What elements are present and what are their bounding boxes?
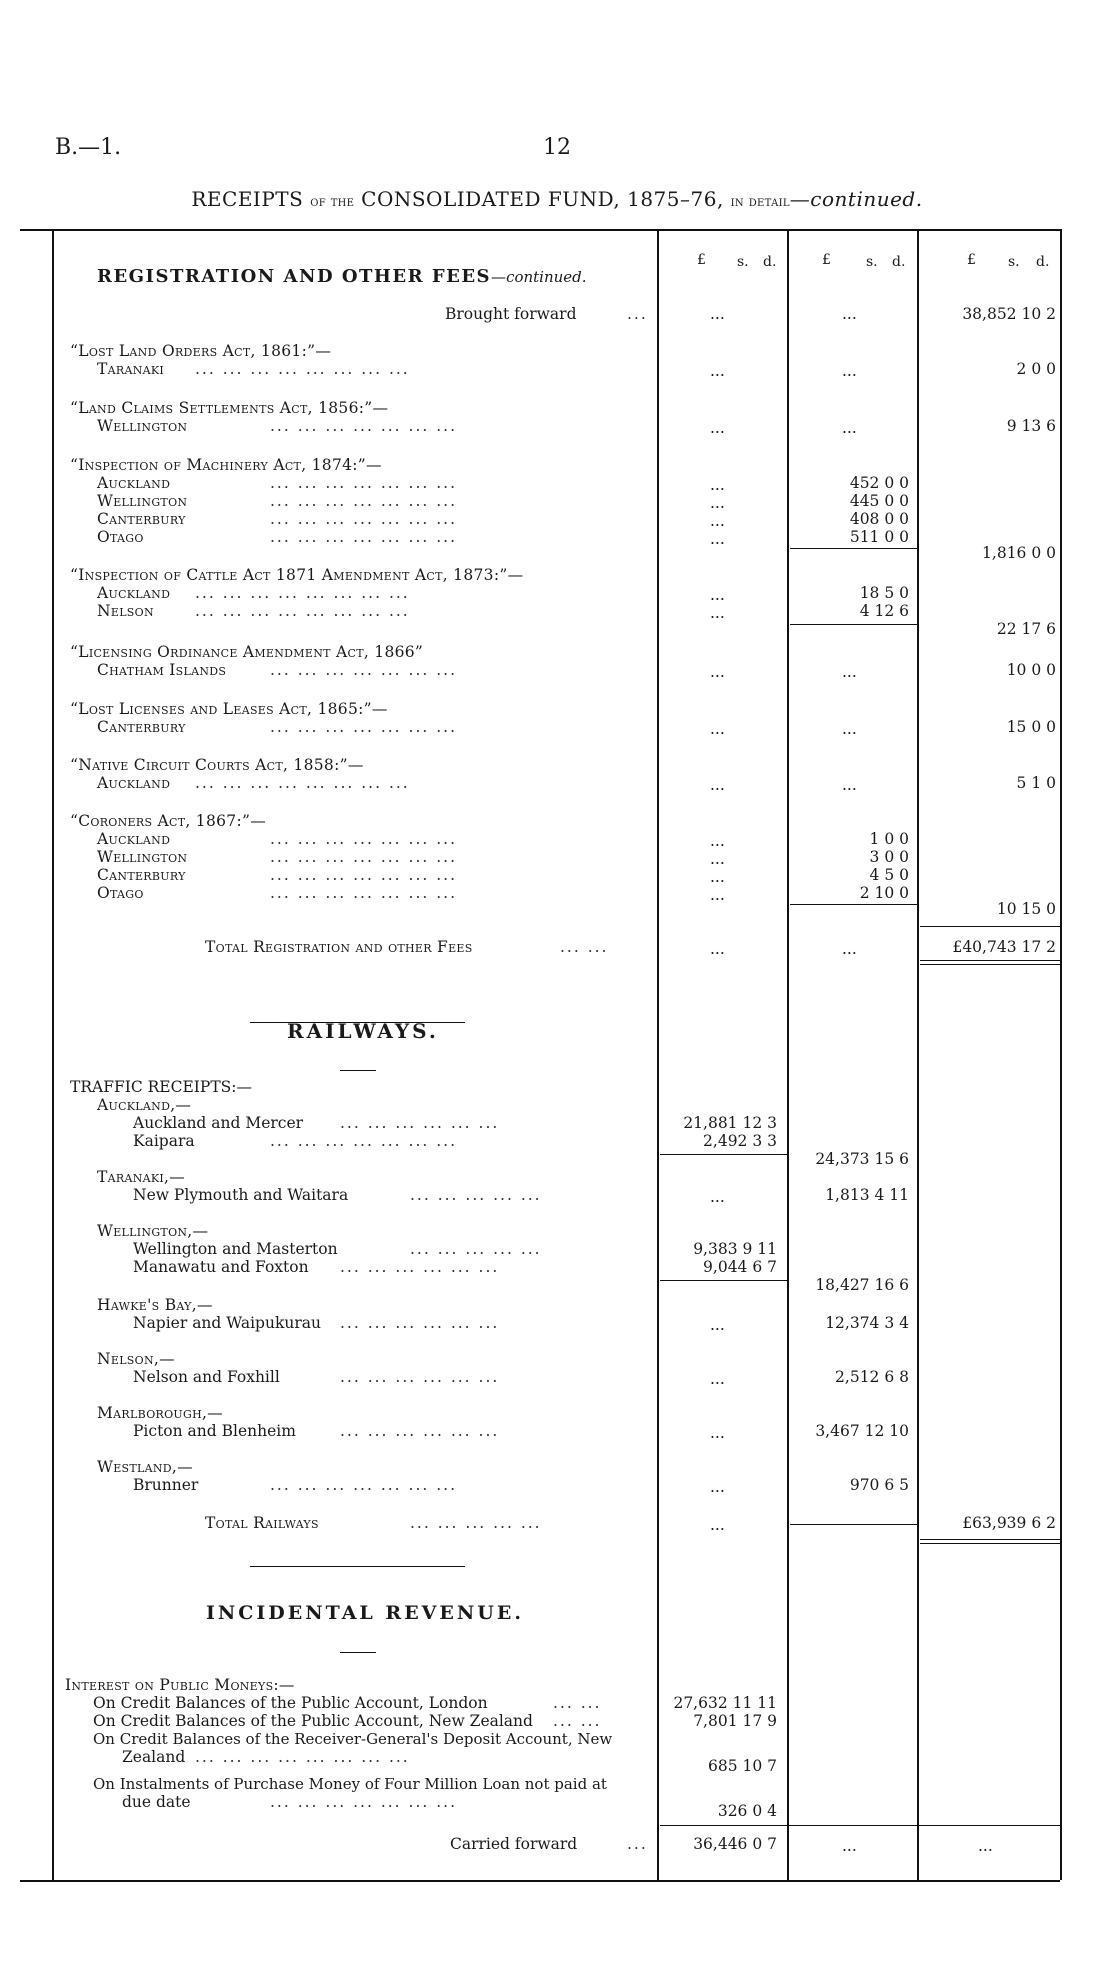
empty-cell: ... bbox=[710, 832, 725, 850]
col-s: s. bbox=[1008, 254, 1020, 270]
carried-forward-label: Carried forward bbox=[450, 1835, 578, 1853]
item-amount: 18 5 0 bbox=[859, 584, 909, 602]
act-title: “Inspection of Machinery Act, 1874:”— bbox=[70, 456, 382, 474]
interest-line: On Credit Balances of the Public Account, New Zealand bbox=[93, 1712, 533, 1730]
carried-forward-amount: 36,446 0 7 bbox=[693, 1835, 777, 1853]
empty-cell: ... bbox=[710, 1188, 725, 1206]
empty-cell: ... bbox=[710, 940, 725, 958]
col-pound: £ bbox=[822, 252, 831, 268]
region-subtotal: 3,467 12 10 bbox=[815, 1422, 909, 1440]
line-amount: 9,383 9 11 bbox=[693, 1240, 777, 1258]
interest-line: due date bbox=[122, 1793, 191, 1811]
empty-cell: ... bbox=[710, 494, 725, 512]
title-part: —continued. bbox=[789, 187, 923, 211]
line-name: Kaipara bbox=[133, 1132, 195, 1150]
title-part: of the bbox=[310, 194, 355, 210]
item-amount: 3 0 0 bbox=[869, 848, 909, 866]
place-label: Canterbury bbox=[97, 718, 186, 736]
leader-dots: ... ... bbox=[553, 1712, 602, 1730]
empty-cell: ... bbox=[710, 720, 725, 738]
col-d: d. bbox=[892, 254, 906, 270]
line-name: Brunner bbox=[133, 1476, 199, 1494]
leader-dots: ... ... ... ... ... ... ... bbox=[270, 1132, 458, 1150]
item-amount: 1 0 0 bbox=[869, 830, 909, 848]
leader-dots: ... ... ... ... ... ... ... bbox=[270, 718, 458, 736]
empty-cell: ... bbox=[710, 604, 725, 622]
empty-cell: ... bbox=[710, 850, 725, 868]
interest-amount: 7,801 17 9 bbox=[693, 1712, 777, 1730]
heading-underline bbox=[340, 1070, 376, 1071]
region-label: Wellington,— bbox=[97, 1222, 209, 1240]
line-name: New Plymouth and Waitara bbox=[133, 1186, 349, 1204]
empty-cell: ... bbox=[842, 362, 857, 380]
empty-cell: ... bbox=[710, 419, 725, 437]
act-total: 10 15 0 bbox=[996, 900, 1056, 918]
act-title: “Coroners Act, 1867:”— bbox=[70, 812, 266, 830]
leader-dots: ... ... ... ... ... ... bbox=[340, 1114, 500, 1132]
title-part: in detail bbox=[730, 194, 790, 210]
empty-cell: ... bbox=[710, 530, 725, 548]
region-subtotal: 1,813 4 11 bbox=[825, 1186, 909, 1204]
interest-line: On Credit Balances of the Public Account, London bbox=[93, 1694, 488, 1712]
subtotal-rule bbox=[660, 1154, 787, 1155]
total-value: £40,743 17 2 bbox=[952, 938, 1056, 956]
place-label: Otago bbox=[97, 528, 144, 546]
line-name: Manawatu and Foxton bbox=[133, 1258, 309, 1276]
place-label: Auckland bbox=[97, 774, 171, 792]
heading-cont: —continued. bbox=[491, 268, 587, 286]
total-label: Total Railways bbox=[205, 1514, 319, 1532]
total-rule bbox=[790, 1524, 917, 1525]
interest-label: Interest on Public Moneys:— bbox=[65, 1676, 295, 1694]
leader-dots: ... ... ... ... ... ... ... bbox=[270, 417, 458, 435]
act-title: “Lost Licenses and Leases Act, 1865:”— bbox=[70, 700, 388, 718]
total-label: Total Registration and other Fees bbox=[205, 938, 473, 956]
region-label: Taranaki,— bbox=[97, 1168, 186, 1186]
region-subtotal: 12,374 3 4 bbox=[825, 1314, 909, 1332]
leader-dots: ... ... ... ... ... ... bbox=[340, 1258, 500, 1276]
place-label: Wellington bbox=[97, 848, 188, 866]
table-col-rule bbox=[657, 229, 659, 1880]
region-label: Hawke's Bay,— bbox=[97, 1296, 213, 1314]
empty-cell: ... bbox=[710, 362, 725, 380]
item-amount: 452 0 0 bbox=[849, 474, 909, 492]
leader-dots: ... ... ... ... ... ... bbox=[340, 1368, 500, 1386]
place-label: Canterbury bbox=[97, 866, 186, 884]
region-subtotal: 18,427 16 6 bbox=[815, 1276, 909, 1294]
item-amount: 4 5 0 bbox=[869, 866, 909, 884]
brought-forward-total: 38,852 10 2 bbox=[962, 305, 1056, 323]
page-title bbox=[0, 187, 1114, 211]
leader-dots: ... ... ... ... ... ... bbox=[340, 1314, 500, 1332]
leader-dots: ... ... ... ... ... ... ... bbox=[270, 661, 458, 679]
place-label: Auckland bbox=[97, 830, 171, 848]
leader-dots: ... ... ... ... ... ... bbox=[340, 1422, 500, 1440]
empty-cell: ... bbox=[842, 663, 857, 681]
empty-cell: ... bbox=[842, 940, 857, 958]
carried-rule bbox=[660, 1825, 1060, 1826]
act-total: 10 0 0 bbox=[1006, 661, 1056, 679]
table-col-rule bbox=[787, 229, 789, 1880]
double-rule bbox=[920, 1543, 1060, 1544]
empty-cell: ... bbox=[710, 1516, 725, 1534]
empty-cell: ... bbox=[842, 720, 857, 738]
leader-dots: ... bbox=[627, 1835, 648, 1853]
table-right-rule bbox=[1060, 229, 1062, 1880]
brought-forward-label: Brought forward bbox=[445, 305, 577, 323]
empty-cell: ... bbox=[710, 1424, 725, 1442]
line-name: Picton and Blenheim bbox=[133, 1422, 296, 1440]
empty-cell: ... bbox=[710, 305, 725, 323]
act-title: “Inspection of Cattle Act 1871 Amendment Act, 1873:”— bbox=[70, 566, 524, 584]
table-top-rule bbox=[20, 229, 1060, 231]
leader-dots: ... ... ... ... ... ... ... bbox=[270, 1793, 458, 1811]
double-rule bbox=[920, 964, 1060, 965]
section-heading-railways: RAILWAYS. bbox=[287, 1019, 439, 1043]
interest-amount: 685 10 7 bbox=[707, 1757, 777, 1775]
place-label: Auckland bbox=[97, 584, 171, 602]
empty-cell: ... bbox=[710, 886, 725, 904]
title-part: RECEIPTS bbox=[191, 187, 304, 211]
leader-dots: ... ... bbox=[553, 1694, 602, 1712]
item-amount: 511 0 0 bbox=[849, 528, 909, 546]
leader-dots: ... ... ... ... ... ... ... ... bbox=[195, 774, 410, 792]
leader-dots: ... ... ... ... ... bbox=[410, 1186, 542, 1204]
region-subtotal: 24,373 15 6 bbox=[815, 1150, 909, 1168]
place-label: Wellington bbox=[97, 417, 188, 435]
empty-cell: ... bbox=[710, 476, 725, 494]
act-total: 2 0 0 bbox=[1016, 360, 1056, 378]
region-label: Marlborough,— bbox=[97, 1404, 223, 1422]
page-number: 12 bbox=[543, 135, 571, 160]
region-label: Nelson,— bbox=[97, 1350, 175, 1368]
interest-line: On Instalments of Purchase Money of Four Million Loan not paid at bbox=[93, 1775, 607, 1793]
leader-dots: ... ... ... ... ... ... ... bbox=[270, 492, 458, 510]
page-identifier: B.—1. bbox=[55, 135, 122, 160]
empty-cell: ... bbox=[710, 586, 725, 604]
col-d: d. bbox=[1036, 254, 1050, 270]
act-total: 9 13 6 bbox=[1006, 417, 1056, 435]
item-amount: 4 12 6 bbox=[859, 602, 909, 620]
leader-dots: ... ... ... ... ... ... ... bbox=[270, 510, 458, 528]
empty-cell: ... bbox=[710, 1316, 725, 1334]
empty-cell: ... bbox=[710, 512, 725, 530]
place-label: Nelson bbox=[97, 602, 154, 620]
section-divider bbox=[250, 1566, 465, 1567]
subtotal-rule bbox=[660, 1280, 787, 1281]
leader-dots: ... ... ... ... ... ... ... bbox=[270, 866, 458, 884]
subtotal-rule bbox=[790, 904, 917, 905]
region-subtotal: 2,512 6 8 bbox=[835, 1368, 909, 1386]
empty-cell: ... bbox=[710, 1478, 725, 1496]
table-bottom-rule bbox=[20, 1880, 1060, 1882]
empty-cell: ... bbox=[710, 776, 725, 794]
empty-cell: ... bbox=[842, 776, 857, 794]
line-amount: 9,044 6 7 bbox=[703, 1258, 777, 1276]
line-name: Napier and Waipukurau bbox=[133, 1314, 321, 1332]
empty-cell: ... bbox=[842, 305, 857, 323]
leader-dots: ... ... ... ... ... ... ... ... bbox=[195, 1748, 410, 1766]
col-d: d. bbox=[763, 254, 777, 270]
empty-cell: ... bbox=[842, 419, 857, 437]
leader-dots: ... ... ... ... ... ... ... bbox=[270, 474, 458, 492]
double-rule bbox=[920, 1539, 1060, 1540]
item-amount: 408 0 0 bbox=[849, 510, 909, 528]
section-heading-registration bbox=[97, 268, 587, 286]
empty-cell: ... bbox=[710, 868, 725, 886]
heading-text: REGISTRATION AND OTHER FEES bbox=[97, 266, 492, 287]
leader-dots: ... ... ... ... ... ... ... bbox=[270, 884, 458, 902]
leader-dots: ... ... ... ... ... bbox=[410, 1240, 542, 1258]
item-amount: 2 10 0 bbox=[859, 884, 909, 902]
title-part: CONSOLIDATED FUND, 1875–76, bbox=[361, 187, 724, 211]
act-title: “Lost Land Orders Act, 1861:”— bbox=[70, 342, 332, 360]
region-subtotal: 970 6 5 bbox=[849, 1476, 909, 1494]
leader-dots: ... bbox=[627, 305, 648, 323]
interest-amount: 326 0 4 bbox=[717, 1802, 777, 1820]
col-pound: £ bbox=[967, 252, 976, 268]
table-col-rule bbox=[917, 229, 919, 1880]
place-label: Auckland bbox=[97, 474, 171, 492]
act-total: 15 0 0 bbox=[1006, 718, 1056, 736]
heading-underline bbox=[340, 1652, 376, 1653]
interest-amount: 27,632 11 11 bbox=[673, 1694, 777, 1712]
act-title: “Native Circuit Courts Act, 1858:”— bbox=[70, 756, 364, 774]
line-name: Auckland and Mercer bbox=[133, 1114, 304, 1132]
traffic-receipts-label: TRAFFIC RECEIPTS:— bbox=[70, 1078, 253, 1096]
empty-cell: ... bbox=[978, 1837, 993, 1855]
subtotal-rule bbox=[790, 548, 917, 549]
table-left-rule bbox=[52, 229, 54, 1880]
line-name: Wellington and Masterton bbox=[133, 1240, 338, 1258]
col-s: s. bbox=[737, 254, 749, 270]
leader-dots: ... ... ... ... ... ... ... ... bbox=[195, 360, 410, 378]
act-total: 1,816 0 0 bbox=[982, 544, 1056, 562]
line-name: Nelson and Foxhill bbox=[133, 1368, 280, 1386]
subtotal-rule bbox=[790, 624, 917, 625]
place-label: Chatham Islands bbox=[97, 661, 227, 679]
place-label: Canterbury bbox=[97, 510, 186, 528]
region-label: Auckland,— bbox=[97, 1096, 192, 1114]
section-heading-incidental: INCIDENTAL REVENUE. bbox=[206, 1602, 524, 1624]
col-s: s. bbox=[866, 254, 878, 270]
leader-dots: ... ... ... ... ... bbox=[410, 1514, 542, 1532]
place-label: Wellington bbox=[97, 492, 188, 510]
place-label: Otago bbox=[97, 884, 144, 902]
leader-dots: ... ... ... ... ... ... ... ... bbox=[195, 602, 410, 620]
empty-cell: ... bbox=[842, 1837, 857, 1855]
empty-cell: ... bbox=[710, 663, 725, 681]
item-amount: 445 0 0 bbox=[849, 492, 909, 510]
total-value: £63,939 6 2 bbox=[962, 1514, 1056, 1532]
act-total: 22 17 6 bbox=[996, 620, 1056, 638]
act-total: 5 1 0 bbox=[1016, 774, 1056, 792]
act-title: “Land Claims Settlements Act, 1856:”— bbox=[70, 399, 389, 417]
place-label: Taranaki bbox=[97, 360, 165, 378]
line-amount: 21,881 12 3 bbox=[683, 1114, 777, 1132]
leader-dots: ... ... bbox=[560, 938, 609, 956]
act-title: “Licensing Ordinance Amendment Act, 1866” bbox=[70, 643, 424, 661]
col-pound: £ bbox=[697, 252, 706, 268]
double-rule bbox=[920, 960, 1060, 961]
region-label: Westland,— bbox=[97, 1458, 193, 1476]
line-amount: 2,492 3 3 bbox=[703, 1132, 777, 1150]
interest-line: On Credit Balances of the Receiver-General's Deposit Account, New bbox=[93, 1730, 613, 1748]
leader-dots: ... ... ... ... ... ... ... bbox=[270, 848, 458, 866]
leader-dots: ... ... ... ... ... ... ... bbox=[270, 528, 458, 546]
leader-dots: ... ... ... ... ... ... ... bbox=[270, 830, 458, 848]
total-rule bbox=[920, 926, 1060, 927]
empty-cell: ... bbox=[710, 1370, 725, 1388]
interest-line: Zealand bbox=[122, 1748, 186, 1766]
leader-dots: ... ... ... ... ... ... ... bbox=[270, 1476, 458, 1494]
leader-dots: ... ... ... ... ... ... ... ... bbox=[195, 584, 410, 602]
